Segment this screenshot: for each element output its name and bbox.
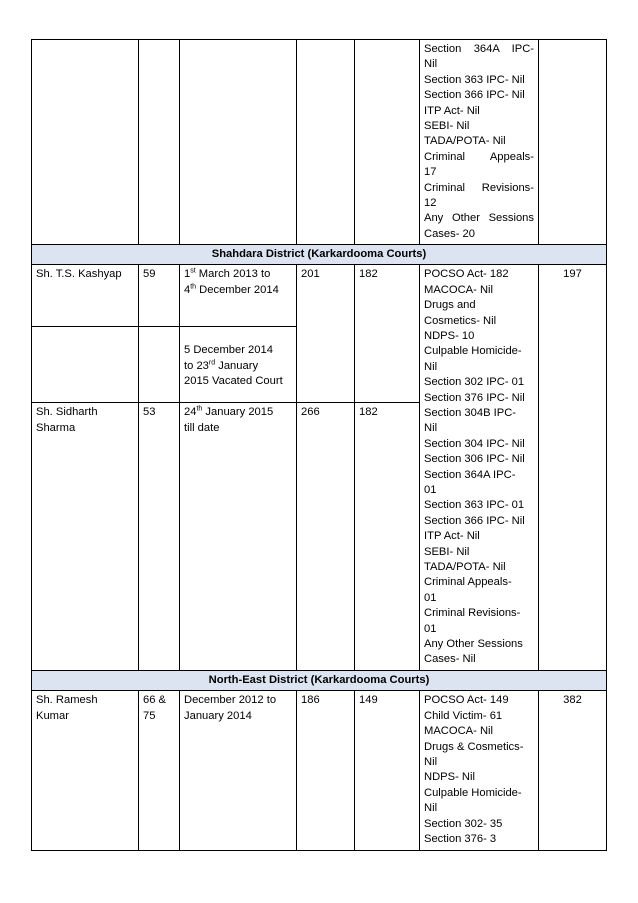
offence-line: Nil: [424, 755, 438, 768]
total-count: 382: [539, 691, 607, 851]
offence-line: 17: [424, 166, 437, 179]
offence-line: Section 302 IPC- 01: [424, 376, 525, 389]
cases-count: 182: [355, 265, 420, 403]
offence-line: NDPS- Nil: [424, 771, 475, 784]
offence-line: Section 302- 35: [424, 817, 503, 830]
section-heading-row: [32, 671, 607, 691]
offence-line: Section 364A IPC-: [424, 43, 534, 55]
judges-table: [31, 39, 607, 851]
table-row-continued: [32, 40, 607, 245]
judge-age: 66 & 75: [139, 691, 180, 851]
offence-line: Cases- Nil: [424, 653, 476, 666]
offence-line: Section 366 IPC- Nil: [424, 89, 525, 102]
offence-line: Section 363 IPC- Nil: [424, 73, 525, 86]
offence-line: Drugs & Cosmetics-: [424, 740, 524, 753]
offence-line: Section 304B IPC-: [424, 406, 517, 419]
offence-line: Criminal Revisions-: [424, 607, 521, 620]
offence-line: 01: [424, 483, 437, 496]
offence-line: Cases- 20: [424, 227, 475, 240]
tenure-period: December 2012 to January 2014: [180, 691, 297, 851]
offences-cell: [420, 691, 539, 851]
offence-line: Criminal Appeals-: [424, 150, 534, 163]
section-heading-shahdara: Shahdara District (Karkardooma Courts): [32, 245, 607, 265]
offence-line: Section 376- 3: [424, 832, 497, 845]
offence-line: Any Other Sessions: [424, 638, 523, 651]
offence-line: Criminal Appeals-: [424, 576, 512, 589]
offences-cell: [420, 265, 539, 671]
offence-line: NDPS- 10: [424, 329, 475, 342]
cases-count: 186: [297, 691, 355, 851]
cell-empty: [139, 40, 180, 245]
offence-line: MACOCA- Nil: [424, 283, 493, 296]
offence-line: 01: [424, 591, 437, 604]
offence-line: Culpable Homicide-: [424, 345, 522, 358]
cases-count: 266: [297, 403, 355, 671]
offence-line: ITP Act- Nil: [424, 104, 480, 117]
cell-empty: [297, 40, 355, 245]
offence-line: Child Victim- 61: [424, 709, 503, 722]
offence-line: Section 304 IPC- Nil: [424, 437, 525, 450]
cell-empty: [355, 40, 420, 245]
section-heading-row: [32, 245, 607, 265]
offence-line: Nil: [424, 422, 438, 435]
offence-line: POCSO Act- 149: [424, 694, 509, 707]
table-row: [32, 265, 607, 327]
judge-age: 53: [139, 403, 180, 671]
offence-line: Section 363 IPC- 01: [424, 499, 525, 512]
offence-line: SEBI- Nil: [424, 120, 470, 133]
cell-empty: [32, 327, 139, 403]
offence-line: Cosmetics- Nil: [424, 314, 497, 327]
offence-line: 12: [424, 197, 437, 210]
offence-line: Section 366 IPC- Nil: [424, 514, 525, 527]
offence-line: 01: [424, 622, 437, 635]
cases-count: 201: [297, 265, 355, 403]
cases-count: 149: [355, 691, 420, 851]
tenure-period: 1st March 2013 to 4th December 2014: [180, 265, 297, 327]
tenure-period: 5 December 2014 to 23rd January 2015 Vacated Court: [180, 327, 297, 403]
offence-line: TADA/POTA- Nil: [424, 561, 506, 573]
offence-line: ITP Act- Nil: [424, 530, 480, 543]
judge-name: Sh. Sidharth Sharma: [32, 403, 139, 671]
total-count: 197: [539, 265, 607, 671]
offence-line: Criminal Revisions-: [424, 181, 534, 194]
offence-line: Drugs and: [424, 299, 476, 312]
offence-line: Nil: [424, 58, 438, 71]
cell-empty: [139, 327, 180, 403]
cell-empty: [180, 40, 297, 245]
offence-line: Nil: [424, 802, 438, 815]
offence-line: Any Other Sessions: [424, 212, 534, 225]
offence-line: Section 364A IPC-: [424, 468, 516, 481]
tenure-period: 24th January 2015 till date: [180, 403, 297, 671]
cell-empty: [32, 40, 139, 245]
judge-name: Sh. T.S. Kashyap: [32, 265, 139, 327]
offence-line: POCSO Act- 182: [424, 268, 509, 281]
judge-age: 59: [139, 265, 180, 327]
offence-line: MACOCA- Nil: [424, 725, 493, 738]
offence-line: TADA/POTA- Nil: [424, 135, 506, 148]
offences-cell: [420, 40, 539, 245]
offence-line: Section 376 IPC- Nil: [424, 391, 525, 404]
section-heading-north-east: North-East District (Karkardooma Courts): [32, 671, 607, 691]
table-row: [32, 691, 607, 851]
offence-line: SEBI- Nil: [424, 545, 470, 558]
judge-name: Sh. Ramesh Kumar: [32, 691, 139, 851]
cases-count: 182: [355, 403, 420, 671]
cell-empty: [539, 40, 607, 245]
offence-line: Nil: [424, 360, 438, 373]
offence-line: Section 306 IPC- Nil: [424, 453, 525, 466]
offence-line: Culpable Homicide-: [424, 786, 522, 799]
